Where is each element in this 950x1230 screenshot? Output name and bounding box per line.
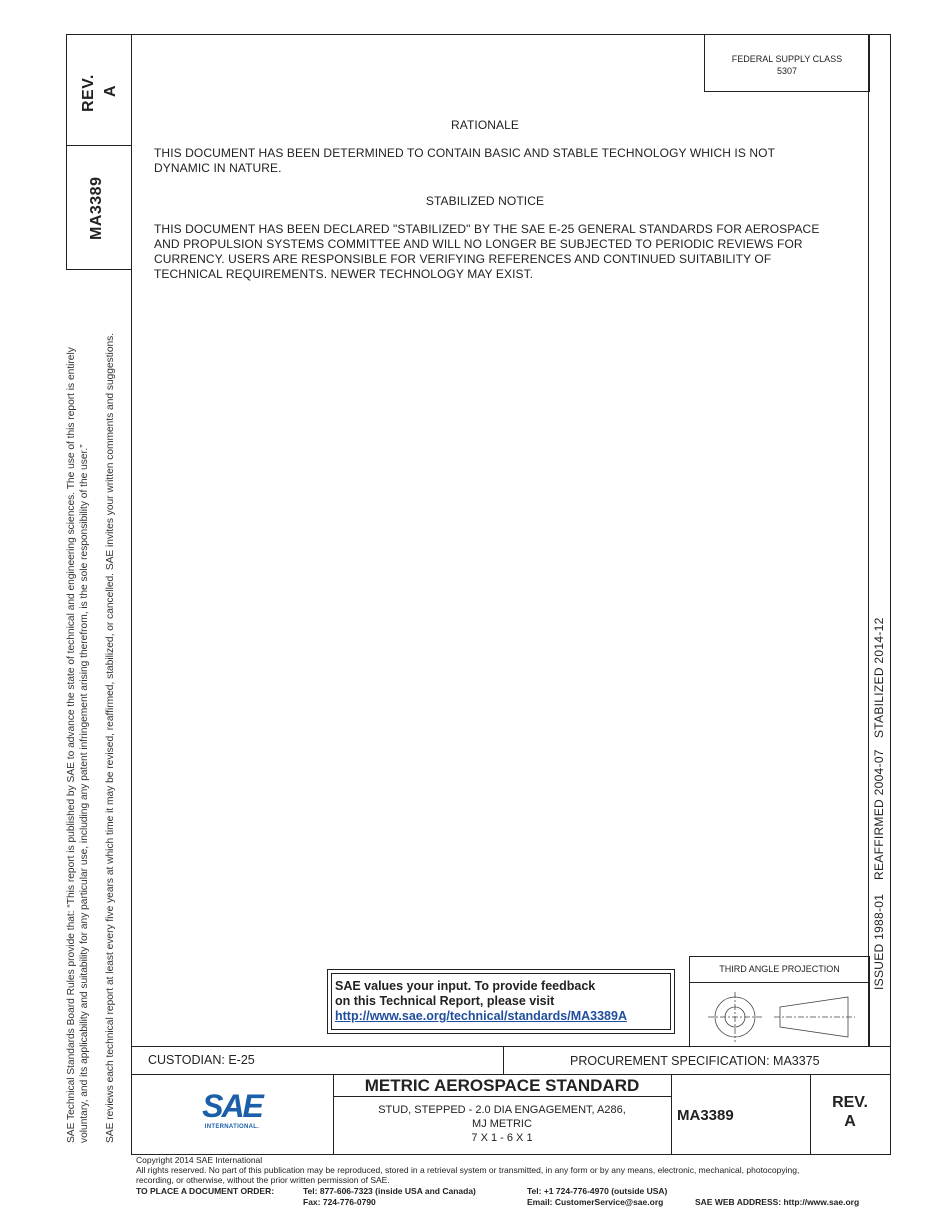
description-line-1: STUD, STEPPED - 2.0 DIA ENGAGEMENT, A286, — [378, 1104, 626, 1116]
footer-web-address[interactable]: SAE WEB ADDRESS: http://www.sae.org — [695, 1197, 860, 1207]
title-block-top-line — [131, 1046, 891, 1047]
supply-class-label: FEDERAL SUPPLY CLASS — [731, 54, 843, 64]
sae-logo-text: SAE — [202, 1088, 262, 1124]
rationale-line-1: THIS DOCUMENT HAS BEEN DETERMINED TO CONTAIN BASIC AND STABLE TECHNOLOGY WHICH IS NOT — [154, 146, 776, 160]
sae-logo-subtext: INTERNATIONAL. — [204, 1124, 260, 1130]
projection-symbol-icon — [690, 984, 868, 1044]
custodian-label: CUSTODIAN: E-25 — [148, 1053, 255, 1067]
sae-logo — [182, 1090, 282, 1130]
feedback-link[interactable]: http://www.sae.org/technical/standards/MA3389A — [335, 1009, 627, 1023]
footer-rights-line-2: recording, or otherwise, without the prior written permission of SAE. — [136, 1175, 390, 1185]
standard-title: METRIC AEROSPACE STANDARD — [364, 1076, 640, 1095]
title-underline — [333, 1096, 671, 1097]
stabilized-line-1: THIS DOCUMENT HAS BEEN DECLARED "STABILIZED" BY THE SAE E-25 GENERAL STANDARDS FOR AEROSPACE — [154, 222, 820, 236]
feedback-line-1: SAE values your input. To provide feedback — [335, 979, 596, 993]
rationale-line-2: DYNAMIC IN NATURE. — [154, 161, 282, 175]
footer-copyright: Copyright 2014 SAE International — [136, 1155, 263, 1165]
sidebar-notice-line3: SAE reviews each technical report at least every five years at which time it may be revised, reaffirmed, stabilized, or cancelled. SAE invites your written comments and suggestions. — [105, 332, 116, 1143]
description-line-3: 7 X 1 - 6 X 1 — [471, 1132, 533, 1144]
sidebar-notice-line2: voluntary, and its applicability and suitability for any particular use, including any patent infringement arising therefrom, is the sole responsibility of the user.” — [79, 444, 90, 1143]
history-stabilized: STABILIZED 2014-12 — [872, 617, 886, 738]
feedback-line-2: on this Technical Report, please visit — [335, 994, 555, 1008]
frame-history-line — [868, 34, 869, 1046]
sidebar-notice-line1: SAE Technical Standards Board Rules provide that: “This report is published by SAE to advance the state of technical and engineering sciences. The use of this report is entirely — [66, 347, 77, 1143]
footer-email[interactable]: Email: CustomerService@sae.org — [527, 1197, 664, 1207]
sidebar-rev-box — [66, 34, 132, 146]
history-issued: ISSUED 1988-01 — [872, 893, 886, 990]
title-block-divider-1 — [503, 1046, 504, 1075]
footer-rights-line-1: All rights reserved. No part of this publication may be reproduced, stored in a retrieval system or transmitted, in any form or by any means, electronic, mechanical, photocopying, — [136, 1165, 800, 1175]
title-block-mid-line — [131, 1074, 891, 1075]
footer-fax: Fax: 724-776-0790 — [303, 1197, 376, 1207]
footer-tel-outside: Tel: +1 724-776-4970 (outside USA) — [527, 1186, 668, 1196]
stabilized-line-4: TECHNICAL REQUIREMENTS. NEWER TECHNOLOGY MAY EXIST. — [154, 267, 534, 281]
stabilized-heading: STABILIZED NOTICE — [425, 194, 545, 208]
stabilized-line-3: CURRENCY. USERS ARE RESPONSIBLE FOR VERIFYING REFERENCES AND CONTINUED SUITABILITY OF — [154, 252, 772, 266]
sidebar-rev-label: REV. — [80, 74, 97, 112]
history-reaffirmed: REAFFIRMED 2004-07 — [872, 749, 886, 880]
title-rev-label: REV. — [832, 1094, 868, 1111]
description-line-2: MJ METRIC — [472, 1118, 532, 1130]
footer-order-label: TO PLACE A DOCUMENT ORDER: — [136, 1186, 275, 1196]
title-block-divider-3 — [671, 1074, 672, 1155]
stabilized-line-2: AND PROPULSION SYSTEMS COMMITTEE AND WILL NO LONGER BE SUBJECTED TO PERIODIC REVIEWS FOR — [154, 237, 803, 251]
projection-divider — [689, 982, 870, 983]
footer-tel-usa: Tel: 877-606-7323 (inside USA and Canada) — [303, 1186, 476, 1196]
sidebar-rev-value: A — [102, 85, 119, 97]
sidebar-doc-number: MA3389 — [88, 176, 105, 240]
frame-right-line — [890, 34, 891, 1155]
procurement-spec: PROCUREMENT SPECIFICATION: MA3375 — [570, 1054, 820, 1068]
rationale-heading: RATIONALE — [450, 118, 520, 132]
title-rev-value: A — [844, 1113, 856, 1130]
supply-class-value: 5307 — [776, 66, 798, 76]
title-doc-number: MA3389 — [677, 1107, 734, 1124]
projection-label: THIRD ANGLE PROJECTION — [719, 964, 840, 974]
